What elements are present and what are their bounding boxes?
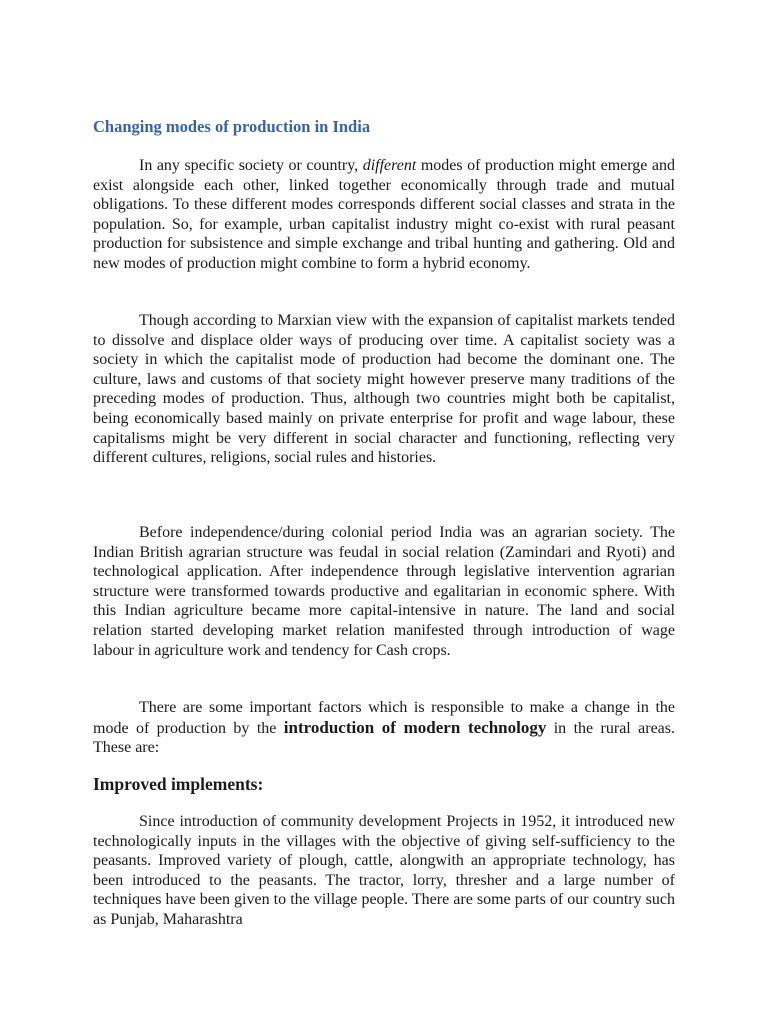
paragraph-marxian-view: Though according to Marxian view with the expansion of capitalist markets tended to dissolve and displace older ways of producing over time. A capitalist society was a society in which the capitalist mode of production had become the dominant one. The culture, laws and customs of that society might however preserve many traditions of the preceding modes of production. Thus, although two countries might both be capitalist, being economically based mainly on private enterprise for profit and wage labour, these capitalisms might be very different in social character and functioning, reflecting very different cultures, religions, social rules and histories.: [93, 312, 675, 467]
emphasis-text: different: [362, 157, 417, 174]
paragraph-modes-of-production: [93, 156, 675, 274]
paragraph-improved-implements: Since introduction of community development Projects in 1952, it introduced new technologically inputs in the villages with the objective of giving self-sufficiency to the peasants. Improved variety of plough, cattle, alongwith an appropriate technology, has been introduced to the peasants. The tractor, lorry, thresher and a large number of techniques have been given to the village people. There are some parts of our country such as Punjab, Maharashtra: [93, 813, 675, 928]
paragraph-text: There are some important factors which is responsible to make a change in the mode of production by the: [93, 699, 675, 737]
paragraph-text: in the rural areas. These are:: [93, 719, 676, 757]
section-title: Changing modes of production in India: [93, 117, 371, 136]
paragraph-independence: Before independence/during colonial period India was an agrarian society. The Indian British agrarian structure was feudal in social relation (Zamindari and Ryoti) and technological application. After independence through legislative intervention agrarian structure were transformed towards productive and egalitarian in economic sphere. With this Indian agriculture became more capital-intensive in nature. The land and social relation started developing market relation manifested through introduction of wage labour in agriculture work and tendency for Cash crops.: [93, 524, 675, 659]
subheading-improved-implements: Improved implements:: [93, 774, 264, 794]
bold-phrase: introduction of modern technology: [283, 717, 547, 737]
paragraph-text: modes of production might emerge and exist alongside each other, linked together economically through trade and mutual obligations. To these different modes corresponds different social classes and strata in the population. So, for example, urban capitalist industry might co-exist with rural peasant production for subsistence and simple exchange and tribal hunting and gathering. Old and new modes of production might combine to form a hybrid economy.: [93, 157, 675, 272]
paragraph-factors: [93, 698, 675, 758]
paragraph-text: In any specific society or country,: [139, 157, 363, 174]
